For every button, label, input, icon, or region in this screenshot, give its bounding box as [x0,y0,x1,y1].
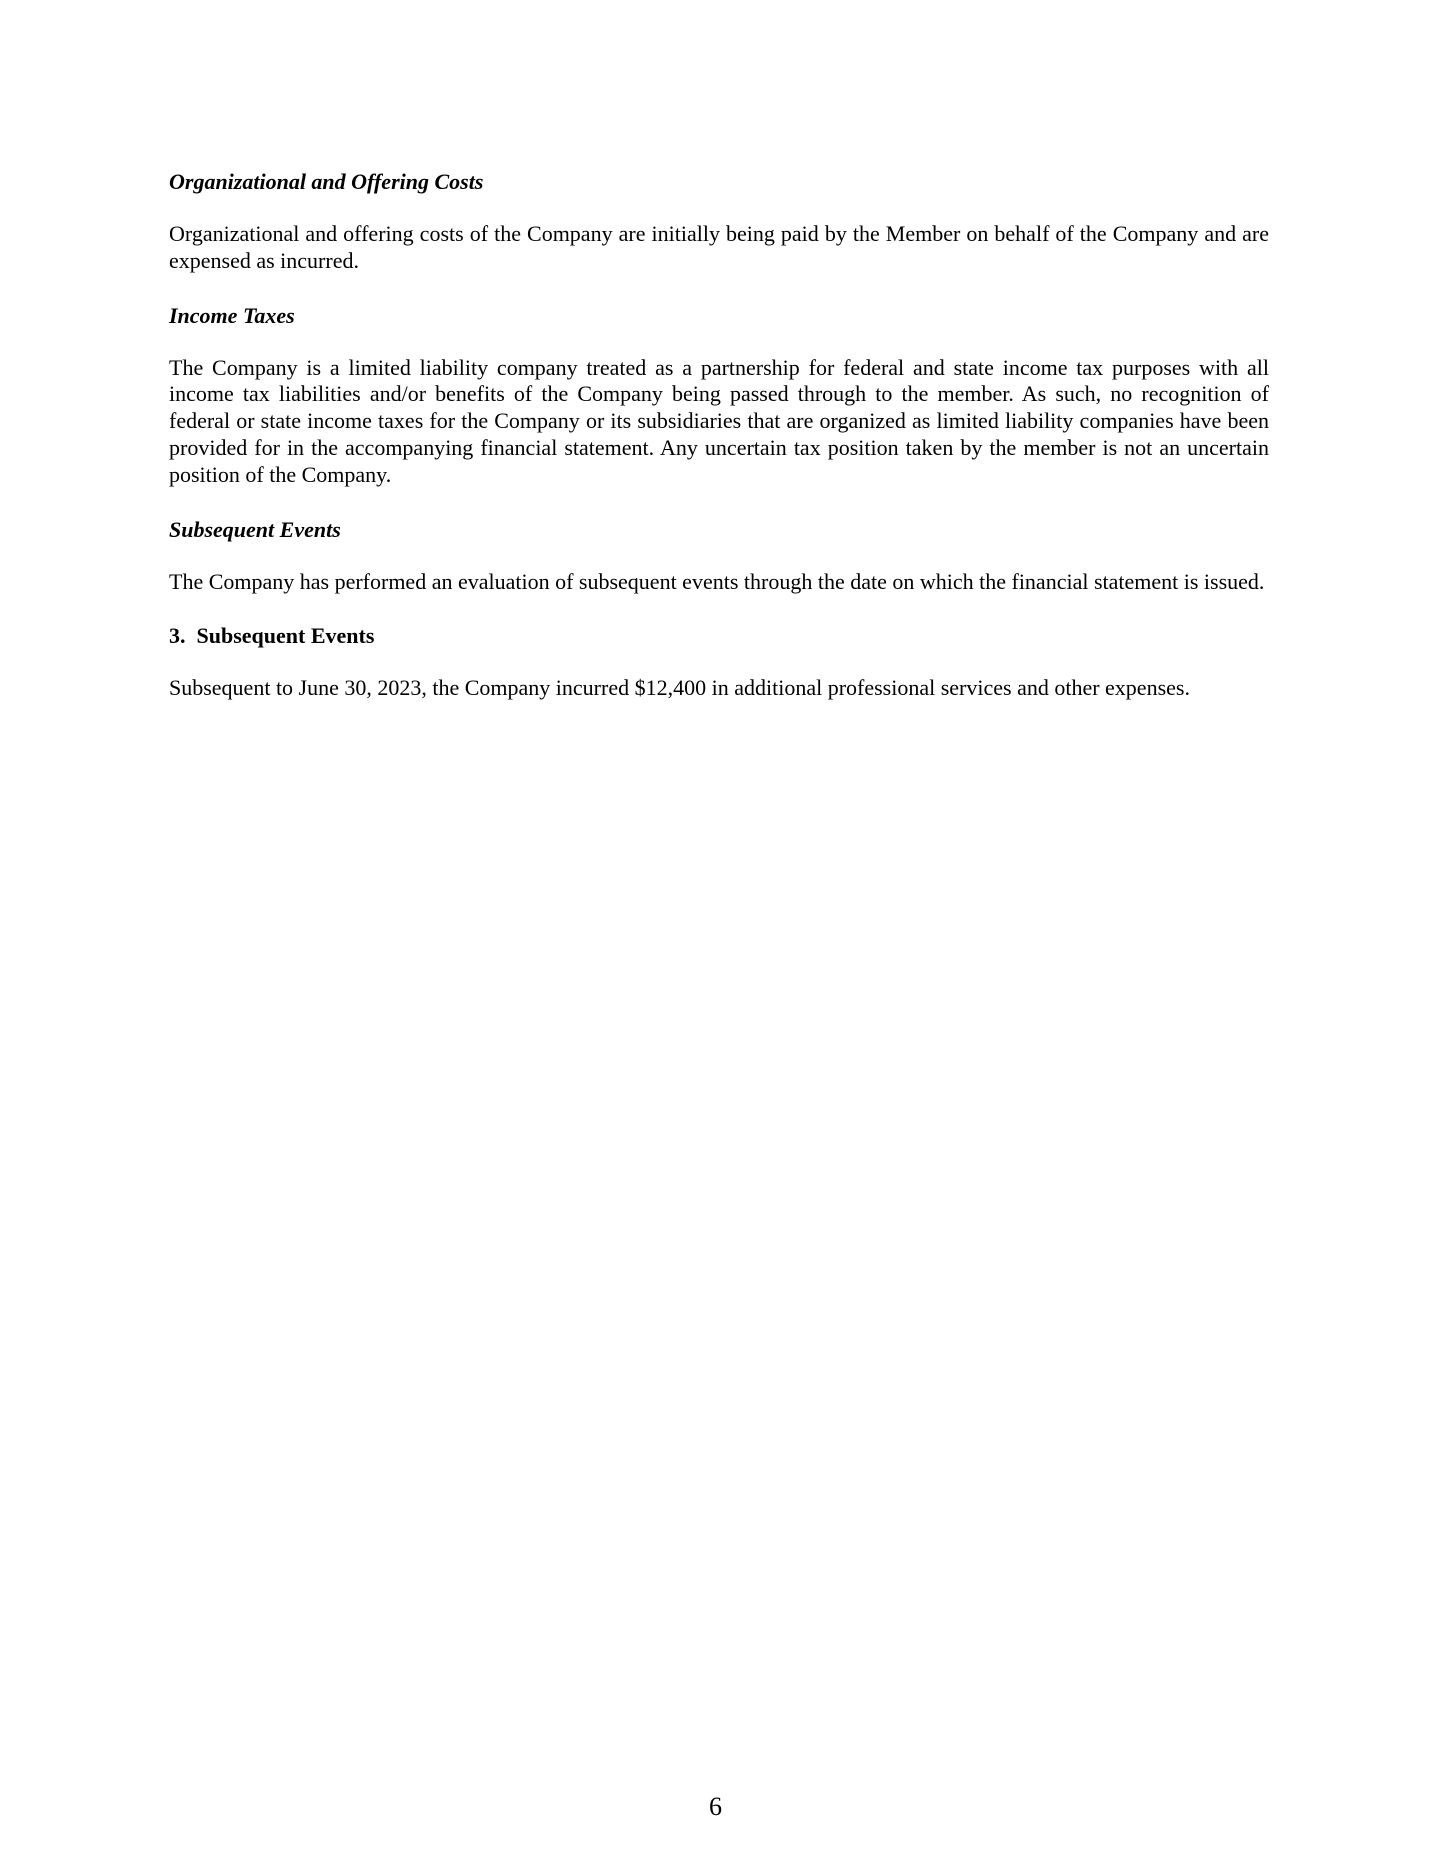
section-heading-subsequent-events: Subsequent Events [169,516,341,542]
page-content [169,168,1269,702]
page-number: 6 [709,1792,722,1821]
section-heading-income-taxes: Income Taxes [169,302,295,328]
note-3-heading: 3. Subsequent Events [169,623,375,649]
section-body-income-taxes: The Company is a limited liability company treated as a partnership for federal and state income tax purposes with all income tax liabilities and/or benefits of the Company being passed through to the member. As such, no recognition of federal or state income taxes for the Company or its subsidiaries that are organized as limited liability companies have been provided for in the accompanying financial statement. Any uncertain tax position taken by the member is not an uncertain position of the Company. [169,354,1269,487]
section-body-subsequent-events: The Company has performed an evaluation of subsequent events through the date on which the financial statement is issued. [169,568,1265,594]
section-body-organizational-costs: Organizational and offering costs of the Company are initially being paid by the Member on behalf of the Company and are expensed as incurred. [169,221,1269,273]
section-heading-organizational-costs: Organizational and Offering Costs [169,169,484,194]
note-3-body: Subsequent to June 30, 2023, the Company incurred $12,400 in additional professional services and other expenses. [169,675,1190,701]
